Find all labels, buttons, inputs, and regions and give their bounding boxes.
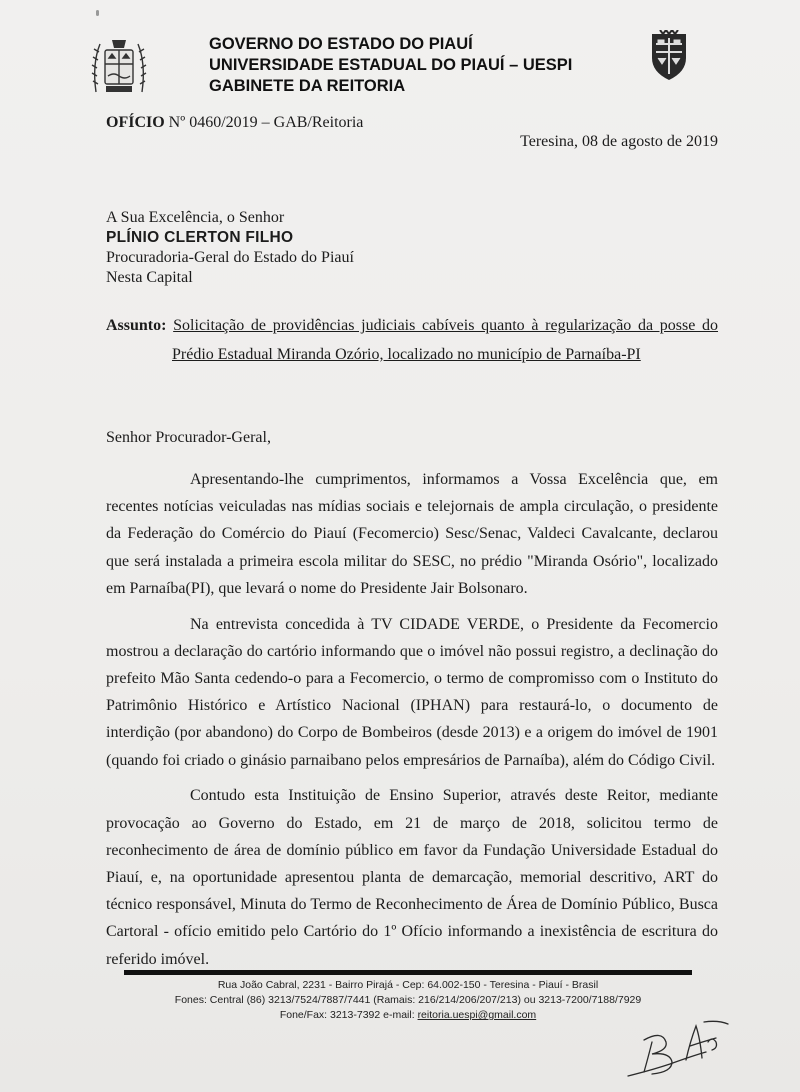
addressee-salutation: A Sua Excelência, o Senhor <box>106 209 285 226</box>
footer-divider <box>124 970 692 975</box>
letter-date: Teresina, 08 de agosto de 2019 <box>520 133 718 150</box>
footer-contact <box>116 1008 700 1023</box>
addressee-office: Procuradoria-Geral do Estado do Piauí <box>106 249 354 266</box>
header-government: GOVERNO DO ESTADO DO PIAUÍ <box>209 35 473 53</box>
paragraph: Apresentando-lhe cumprimentos, informamos a Vossa Excelência que, em recentes notícias veiculadas nas mídias sociais e telejornais de ampla circulação, o presidente da Federação do Comércio do Piauí (Fecomercio) Sesc/Senac, Valdeci Cavalcante, declarou que será instalada a primeira escola militar do SESC, no prédio "Miranda Osório", localizado em Parnaíba(PI), que levará o nome do Presidente Jair Bolsonaro. <box>106 471 718 597</box>
footer-phones: Fones: Central (86) 3213/7524/7887/7441 (Ramais: 216/214/206/207/213) ou 3213-7200/7188/7929 <box>174 994 642 1006</box>
state-coat-of-arms-icon <box>88 34 150 96</box>
footer <box>116 978 700 1023</box>
letter-reference <box>106 114 363 132</box>
subject-line-1: Assunto: Solicitação de providências judiciais cabíveis quanto à regularização da posse do <box>106 317 719 334</box>
subject-line-2 <box>106 340 718 369</box>
subject-text-1: Solicitação de providências judiciais cabíveis quanto à regularização da posse do <box>173 317 719 334</box>
handwritten-signature <box>622 1012 734 1084</box>
letter-body <box>106 466 718 981</box>
footer-email: reitoria.uespi@gmail.com <box>417 1009 537 1021</box>
addressee-name: PLÍNIO CLERTON FILHO <box>106 229 294 246</box>
footer-address: Rua João Cabral, 2231 - Bairro Pirajá - Cep: 64.002-150 - Teresina - Piauí - Brasil <box>217 979 599 991</box>
paper-speck <box>96 10 99 16</box>
header-university: UNIVERSIDADE ESTADUAL DO PIAUÍ – UESPI <box>209 56 573 74</box>
salutation: Senhor Procurador-Geral, <box>106 429 271 446</box>
paragraph: Contudo esta Instituição de Ensino Superior, através deste Reitor, mediante provocação ao Governo do Estado, em 21 de março de 2018, solicitou termo de reconhecimento de área de domínio público em favor da Fundação Universidade Estadual do Piauí, e, na oportunidade apresentou planta de demarcação, memorial descritivo, ART do técnico responsável, Minuta do Termo de Reconhecimento de Área de Domínio Público, Busca Cartoral - ofício emitido pelo Cartório do 1º Ofício informando a inexistência de escritura do referido imóvel. <box>106 787 718 968</box>
footer-fax: Fone/Fax: 3213-7392 e-mail: <box>279 1009 415 1021</box>
reference-number: Nº 0460/2019 – GAB/Reitoria <box>168 114 364 131</box>
subject-block <box>106 311 718 369</box>
letterhead <box>209 34 572 97</box>
header-office: GABINETE DA REITORIA <box>209 77 406 95</box>
paragraph: Na entrevista concedida à TV CIDADE VERDE, o Presidente da Fecomercio mostrou a declaração do cartório informando que o imóvel não possui registro, a declinação do prefeito Mão Santa cedendo-o para a Fecomercio, o termo de compromisso com o Instituto do Patrimônio Histórico e Artístico Nacional (IPHAN) para restaurá-lo, o documento de interdição (por abandono) do Corpo de Bombeiros (desde 2013) e a origem do imóvel de 1901 (quando foi criado o ginásio parnaibano pelos empresários de Parnaíba), além do Código Civil. <box>106 615 718 769</box>
subject-label: Assunto <box>106 317 162 334</box>
subject-text-2: Prédio Estadual Miranda Ozório, localizado no município de Parnaíba-PI <box>172 346 641 363</box>
university-crest-icon <box>648 30 690 82</box>
addressee-block <box>106 208 354 288</box>
reference-label: OFÍCIO <box>106 114 165 131</box>
addressee-location: Nesta Capital <box>106 269 193 286</box>
